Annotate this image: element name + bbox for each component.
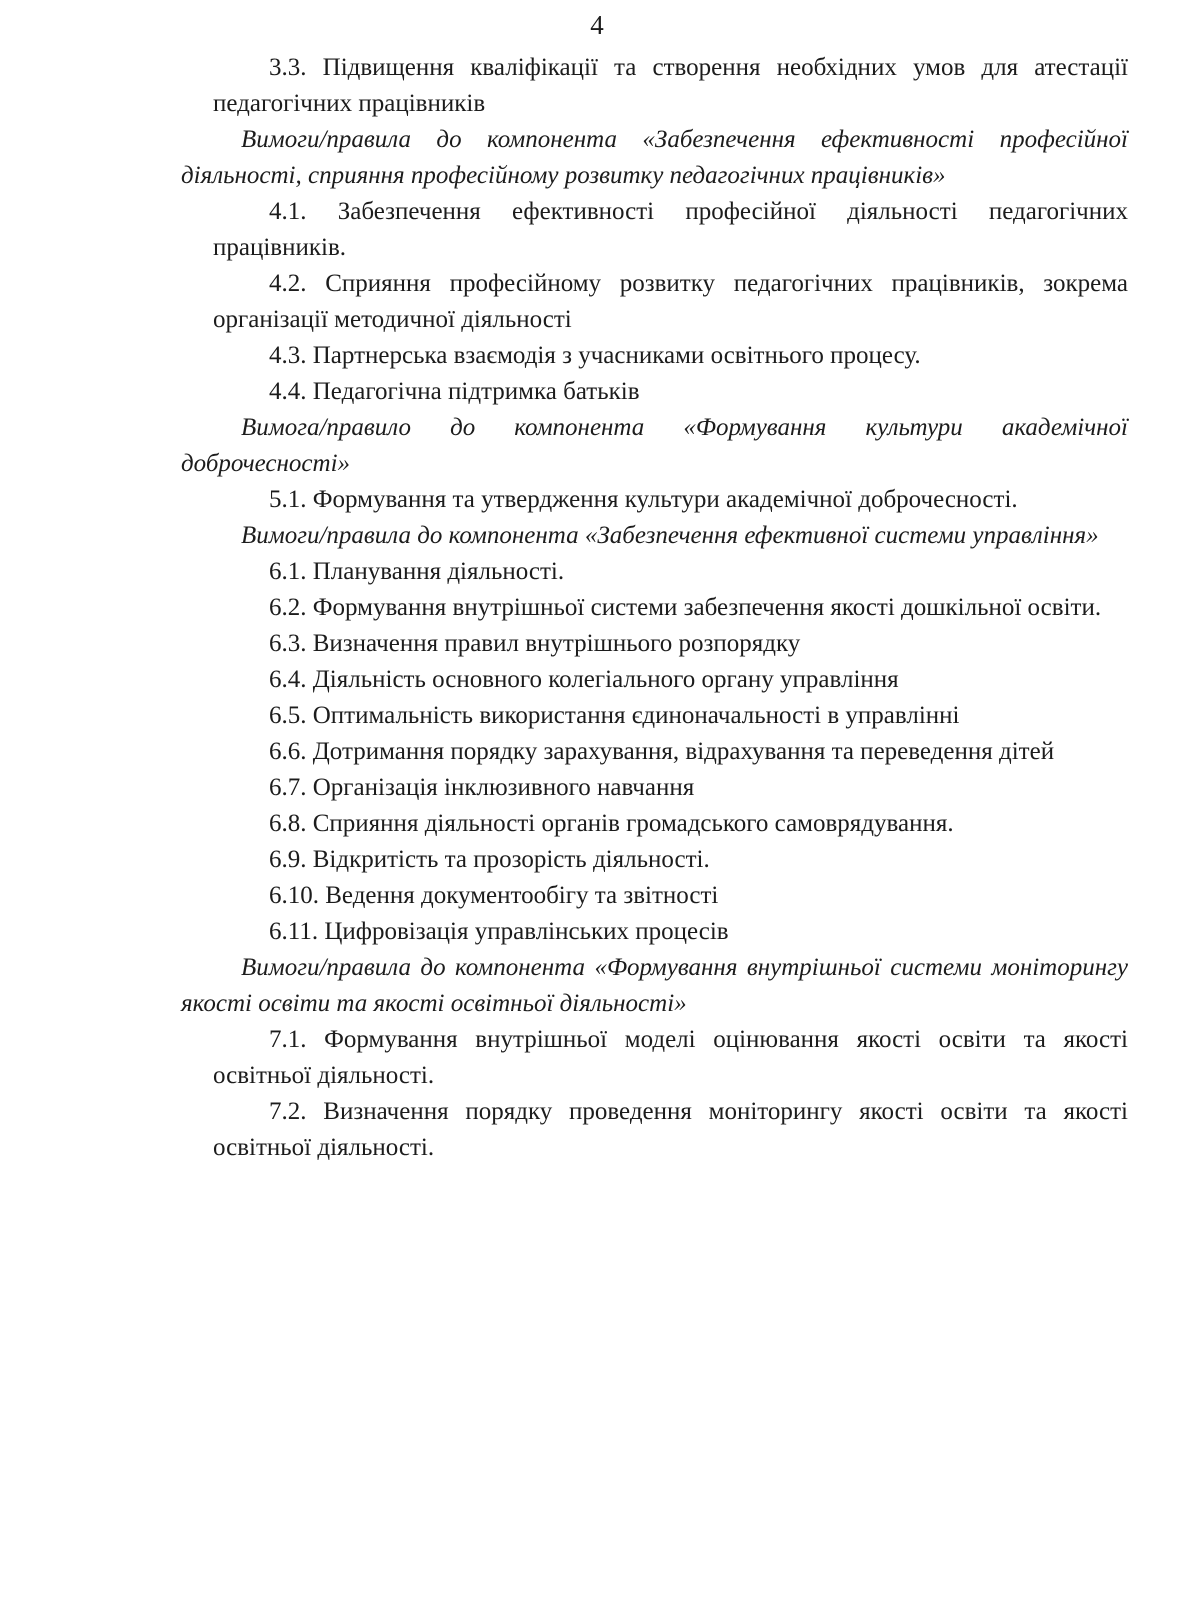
- requirement-heading-component-4: Вимоги/правила до компонента «Забезпечення ефективності професійної діяльності, сприяння професійному розвитку педагогічних працівників»: [181, 126, 1128, 189]
- paragraph-6-10: 6.10. Ведення документообігу та звітності: [269, 882, 719, 909]
- paragraph-6-7: 6.7. Організація інклюзивного навчання: [269, 774, 695, 801]
- paragraph-4-2: 4.2. Сприяння професійному розвитку педагогічних працівників, зокрема організації методичної діяльності: [213, 270, 1128, 333]
- paragraph-4-1: 4.1. Забезпечення ефективності професійної діяльності педагогічних працівників.: [213, 198, 1128, 261]
- paragraph-5-1: 5.1. Формування та утвердження культури академічної доброчесності.: [269, 486, 1018, 513]
- paragraph-6-9: 6.9. Відкритість та прозорість діяльності.: [269, 846, 710, 873]
- paragraph-6-1: 6.1. Планування діяльності.: [269, 558, 565, 585]
- paragraph-6-6: 6.6. Дотримання порядку зарахування, відрахування та переведення дітей: [269, 738, 1055, 765]
- paragraph-6-2: 6.2. Формування внутрішньої системи забезпечення якості дошкільної освіти.: [269, 594, 1102, 621]
- paragraph-4-3: 4.3. Партнерська взаємодія з учасниками освітнього процесу.: [269, 342, 921, 369]
- paragraph-6-5: 6.5. Оптимальність використання єдиноначальності в управлінні: [269, 702, 960, 729]
- requirement-heading-component-7: Вимоги/правила до компонента «Формування внутрішньої системи моніторингу якості освіти та якості освітньої діяльності»: [181, 954, 1128, 1017]
- paragraph-4-4: 4.4. Педагогічна підтримка батьків: [269, 378, 640, 405]
- page-number: 4: [590, 10, 604, 40]
- paragraph-7-2: 7.2. Визначення порядку проведення моніторингу якості освіти та якості освітньої діяльності.: [213, 1098, 1128, 1161]
- paragraph-6-11: 6.11. Цифровізація управлінських процесів: [269, 918, 729, 945]
- requirement-heading-component-5: Вимога/правило до компонента «Формування культури академічної доброчесності»: [181, 414, 1128, 477]
- paragraph-6-3: 6.3. Визначення правил внутрішнього розпорядку: [269, 630, 801, 657]
- paragraph-7-1: 7.1. Формування внутрішньої моделі оцінювання якості освіти та якості освітньої діяльності.: [213, 1026, 1128, 1089]
- document-body: [181, 50, 1128, 1166]
- paragraph-6-4: 6.4. Діяльність основного колегіального органу управління: [269, 666, 899, 693]
- paragraph-3-3: 3.3. Підвищення кваліфікації та створення необхідних умов для атестації педагогічних працівників: [213, 54, 1128, 117]
- requirement-heading-component-6: Вимоги/правила до компонента «Забезпечення ефективної системи управління»: [241, 522, 1099, 549]
- paragraph-6-8: 6.8. Сприяння діяльності органів громадського самоврядування.: [269, 810, 954, 837]
